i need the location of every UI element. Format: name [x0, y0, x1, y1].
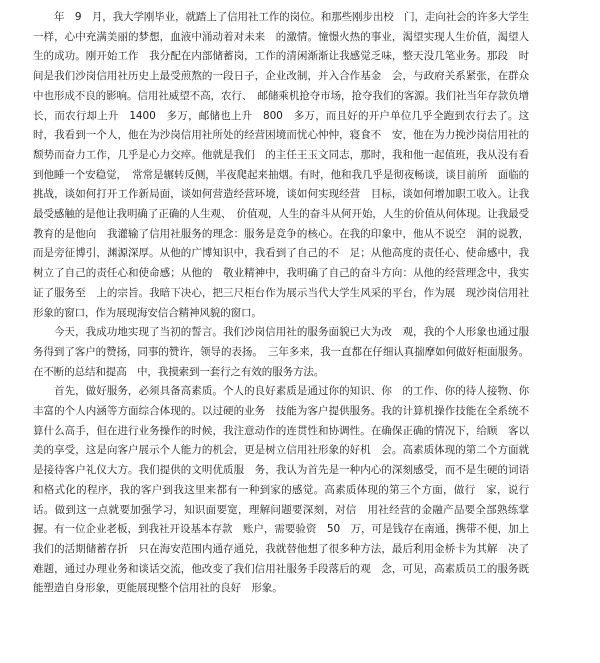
document-body: [33, 8, 540, 599]
paragraph-2: 今天，我成功地实现了当初的誓言。我们沙岗信用社的服务面貌已大为改 观，我的个人形象也通过服务得到了客户的赞扬，同事的赞许，领导的表扬。 三年多来，我一直都在仔细认真揣摩如何做好柜面服务。在不断的总结和提高 中，我摸索到一套行之有效的服务方法。: [33, 326, 529, 378]
paragraph-1: 年 9 月，我大学刚毕业，就踏上了信用社工作的岗位。和那些刚步出校 门，走向社会的许多大学生一样，心中充满美丽的梦想，血液中涌动着对未来 的激情。憧憬火热的事业，渴望实现人生价值，渴望人生的成功。刚开始工作 我分配在内部储蓄岗，工作的清闲渐渐让我感觉乏味，整天没几笔业务。那段 时间是我们沙岗信用社历史上最受煎熬的一段日子，企业改制，并入合作基金 会，与政府关系紧张，在群众中也形成不良的影响。信用社威望不高，农行、 邮储乘机抢夺市场，抢夺我们的客源。我们社当年存款负增长，而农行却上升 1400 多万，邮储也上升 800 多万，而且好的开户单位几乎全跑到农行去了。这 时，我看到一个人，他在为沙岗信用社所处的经营困境而忧心忡忡，寝食不 安，他在为力挽沙岗信用社的颓势而奋力工作，几乎是心力交瘁。他就是我们 的主任王玉文同志，那时，我和他一起值班，我从没有看到他睡一个安稳觉， 常常是辗转反侧，半夜爬起来抽烟。有时，他和我几乎是彻夜畅谈，谈目前所 面临的挑战，谈如何打开工作新局面，谈如何营造经营环境，谈如何实现经营 目标，谈如何增加职工收入。让我最受感触的是他让我明确了正确的人生观、 价值观，人生的奋斗从何开始，人生的价值从何体现。让我最受教育的是他向 我灌输了信用社服务的理念：服务是竞争的核心。在我的印象中，他从不说空 洞的说教，而是旁征博引，渊源深厚。从他的广博知识中，我看到了自己的不 足；从他高度的责任心、使命感中，我树立了自己的责任心和使命感；从他的 敬业精神中，我明确了自己的奋斗方向：从他的经营理念中，我实证了服务至 上的宗旨。我暗下决心，把三尺柜台作为展示当代大学生风采的平台，作为展 现沙岗信用社形象的窗口，作为展现海安信合精神风貌的窗口。: [33, 11, 540, 319]
paragraph-3: 首先，做好服务，必须具备高素质。个人的良好素质是通过你的知识、你 的工作、你的待人接物、你丰富的个人内涵等方面综合体现的。以过硬的业务 技能为客户提供服务。我的计算机操作技能在全系统不算什么高手，但在进行业务操作的时候，我注意动作的连贯性和协调性。在确保正确的情况下，给顾 客以美的享受，这是向客户展示个人能力的机会，更是树立信用社形象的好机 会。高素质体现的第二个方面就是接待客户礼仪大方。我们提供的文明优质服 务，我认为首先是一种内心的深刻感受，而不是生硬的词语和格式化的程序，我的客户到我这里来都有一种到家的感觉。高素质体现的第三个方面，做行 家，说行话。做到这一点就要加强学习，知识面要宽，理解问题要深刻，对信 用社经营的金融产品要全部熟练掌握。有一位企业老板，到我社开设基本存款 账户，需要验资 50 万，可是钱存在南通，携带不便，加上我们的活期储蓄存折 只在海安范围内通存通兑，我就替他想了很多种方法，最后利用金桥卡为其解 决了难题，通过办理业务和谈话交流，他改变了我们信用社服务手段落后的观 念，可见，高素质员工的服务既能塑造自身形象，更能展现整个信用社的良好 形象。: [33, 385, 529, 595]
